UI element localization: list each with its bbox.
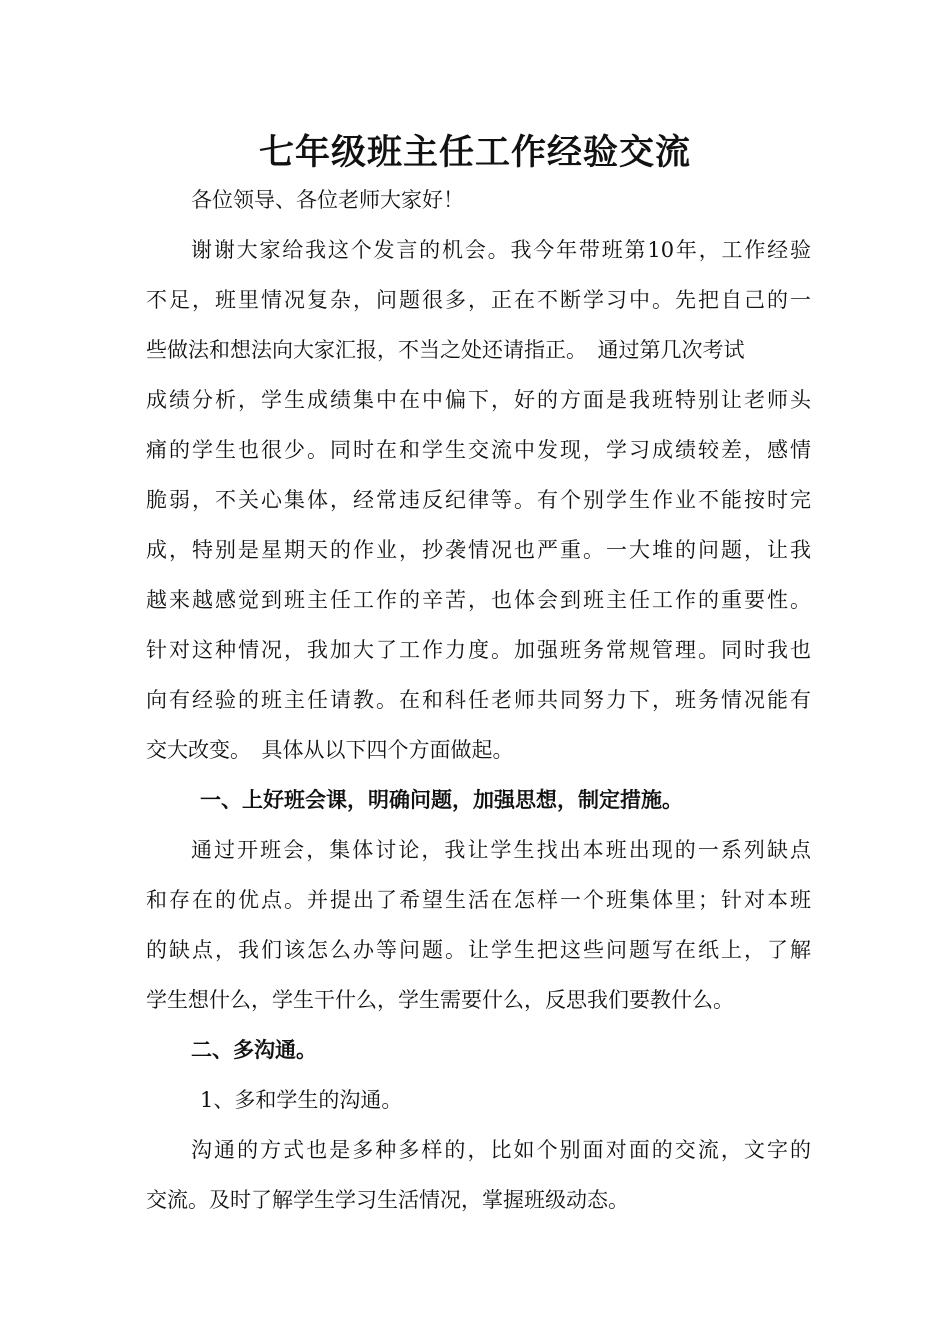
- section-heading-2: 二、多沟通。: [191, 1037, 317, 1062]
- paragraph-line: 成，特别是星期天的作业，抄袭情况也严重。一大堆的问题，让我: [146, 538, 811, 562]
- section-heading-1: 一、上好班会课，明确问题，加强思想，制定措施。: [200, 787, 683, 812]
- paragraph-line: 通过开班会，集体讨论，我让学生找出本班出现的一系列缺点: [191, 838, 811, 862]
- paragraph-line: 痛的学生也很少。同时在和学生交流中发现，学习成绩较差，感情: [146, 438, 811, 462]
- paragraph-line: 交大改变。 具体从以下四个方面做起。: [146, 738, 514, 762]
- subsection-heading: 1、多和学生的沟通。: [200, 1088, 403, 1112]
- paragraph-line: 些做法和想法向大家汇报，不当之处还请指正。 通过第几次考试: [146, 338, 745, 362]
- paragraph-line: 学生想什么，学生干什么，学生需要什么，反思我们要教什么。: [146, 988, 734, 1012]
- paragraph-line: 沟通的方式也是多种多样的，比如个别面对面的交流，文字的: [191, 1138, 811, 1162]
- paragraph-line: 和存在的优点。并提出了希望生活在怎样一个班集体里；针对本班: [146, 888, 811, 912]
- paragraph-line: 不足，班里情况复杂，问题很多，正在不断学习中。先把自己的一: [146, 288, 811, 312]
- paragraph-line: 针对这种情况，我加大了工作力度。加强班务常规管理。同时我也: [146, 638, 811, 662]
- document-title: 七年级班主任工作经验交流: [258, 132, 691, 173]
- paragraph-line: 交流。及时了解学生学习生活情况，掌握班级动态。: [146, 1188, 629, 1212]
- paragraph-line: 越来越感觉到班主任工作的辛苦，也体会到班主任工作的重要性。: [146, 588, 811, 612]
- paragraph-line: 向有经验的班主任请教。在和科任老师共同努力下，班务情况能有: [146, 688, 811, 712]
- paragraph-line: 的缺点，我们该怎么办等问题。让学生把这些问题写在纸上，了解: [146, 938, 811, 962]
- paragraph-line: 脆弱，不关心集体，经常违反纪律等。有个别学生作业不能按时完: [146, 488, 811, 512]
- paragraph-line: 谢谢大家给我这个发言的机会。我今年带班第10年，工作经验: [191, 238, 811, 262]
- greeting-line: 各位领导、各位老师大家好！: [191, 188, 464, 212]
- paragraph-line: 成绩分析，学生成绩集中在中偏下，好的方面是我班特别让老师头: [146, 388, 811, 412]
